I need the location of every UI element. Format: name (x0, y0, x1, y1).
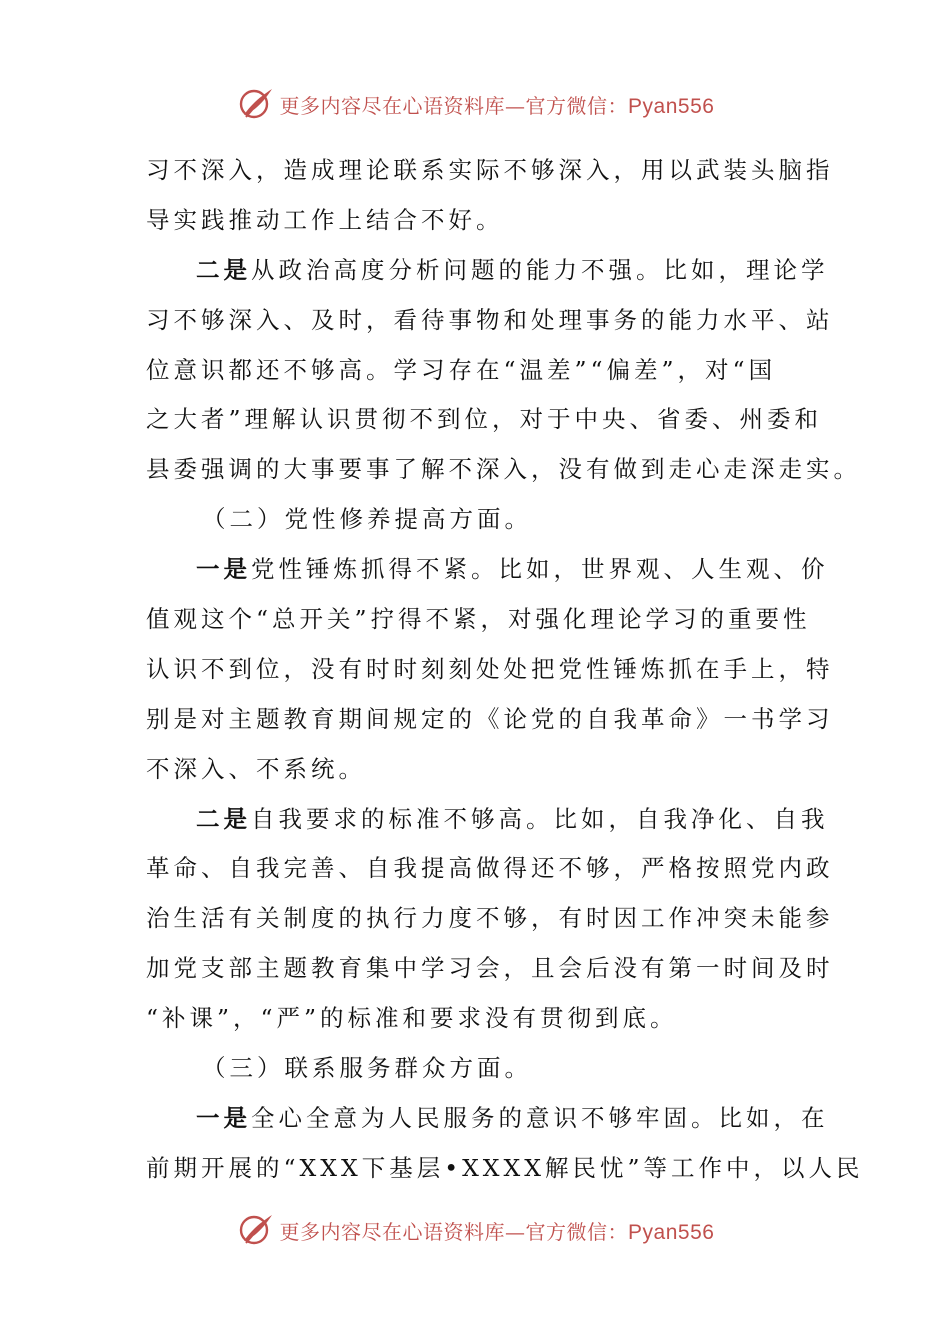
quill-logo-icon (236, 84, 276, 124)
text-line: 二是自我要求的标准不够高。比如，自我净化、自我 (196, 804, 829, 833)
text-line: 别是对主题教育期间规定的《论党的自我革命》一书学习 (146, 704, 834, 733)
text-line: “补课”，“严”的标准和要求没有贯彻到底。 (146, 1004, 678, 1033)
text-line: 一是全心全意为人民服务的意识不够牢固。比如，在 (196, 1103, 829, 1132)
document-body (146, 146, 864, 1194)
watermark-header (0, 84, 950, 124)
section-heading: （二）党性修养提高方面。 (202, 505, 532, 534)
text-line: 革命、自我完善、自我提高做得还不够，严格按照党内政 (146, 854, 834, 883)
text-line: 治生活有关制度的执行力度不够，有时因工作冲突未能参 (146, 904, 834, 933)
text-line: 位意识都还不够高。学习存在“温差”“偏差”，对“国 (146, 355, 777, 384)
watermark-text: 更多内容尽在心语资料库—官方微信：Pyan556 (279, 1219, 715, 1244)
text-line: 值观这个“总开关”拧得不紧，对强化理论学习的重要性 (146, 605, 811, 634)
text-line: 不深入、不系统。 (146, 754, 366, 783)
text-line: 一是党性锤炼抓得不紧。比如，世界观、人生观、价 (196, 555, 829, 584)
text-line: 习不深入，造成理论联系实际不够深入，用以武装头脑指 (146, 156, 834, 184)
text-line: 认识不到位，没有时时刻刻处处把党性锤炼抓在手上，特 (146, 654, 834, 683)
text-line: 前期开展的“XXX下基层•XXXX解民忧”等工作中，以人民 (146, 1153, 864, 1182)
text-line: 加党支部主题教育集中学习会，且会后没有第一时间及时 (146, 954, 834, 983)
text-line: 二是从政治高度分析问题的能力不强。比如，理论学 (196, 255, 829, 284)
text-line: 导实践推动工作上结合不好。 (146, 205, 504, 234)
text-line: 之大者”理解认识贯彻不到位，对于中央、省委、州委和 (146, 405, 823, 434)
watermark-footer (0, 1210, 950, 1250)
text-line: 县委强调的大事要事了解不深入，没有做到走心走深走实。 (146, 455, 861, 484)
watermark-text: 更多内容尽在心语资料库—官方微信：Pyan556 (279, 93, 715, 118)
quill-logo-icon (236, 1210, 276, 1250)
section-heading: （三）联系服务群众方面。 (202, 1054, 532, 1083)
text-line: 习不够深入、及时，看待事物和处理事务的能力水平、站 (146, 305, 834, 334)
